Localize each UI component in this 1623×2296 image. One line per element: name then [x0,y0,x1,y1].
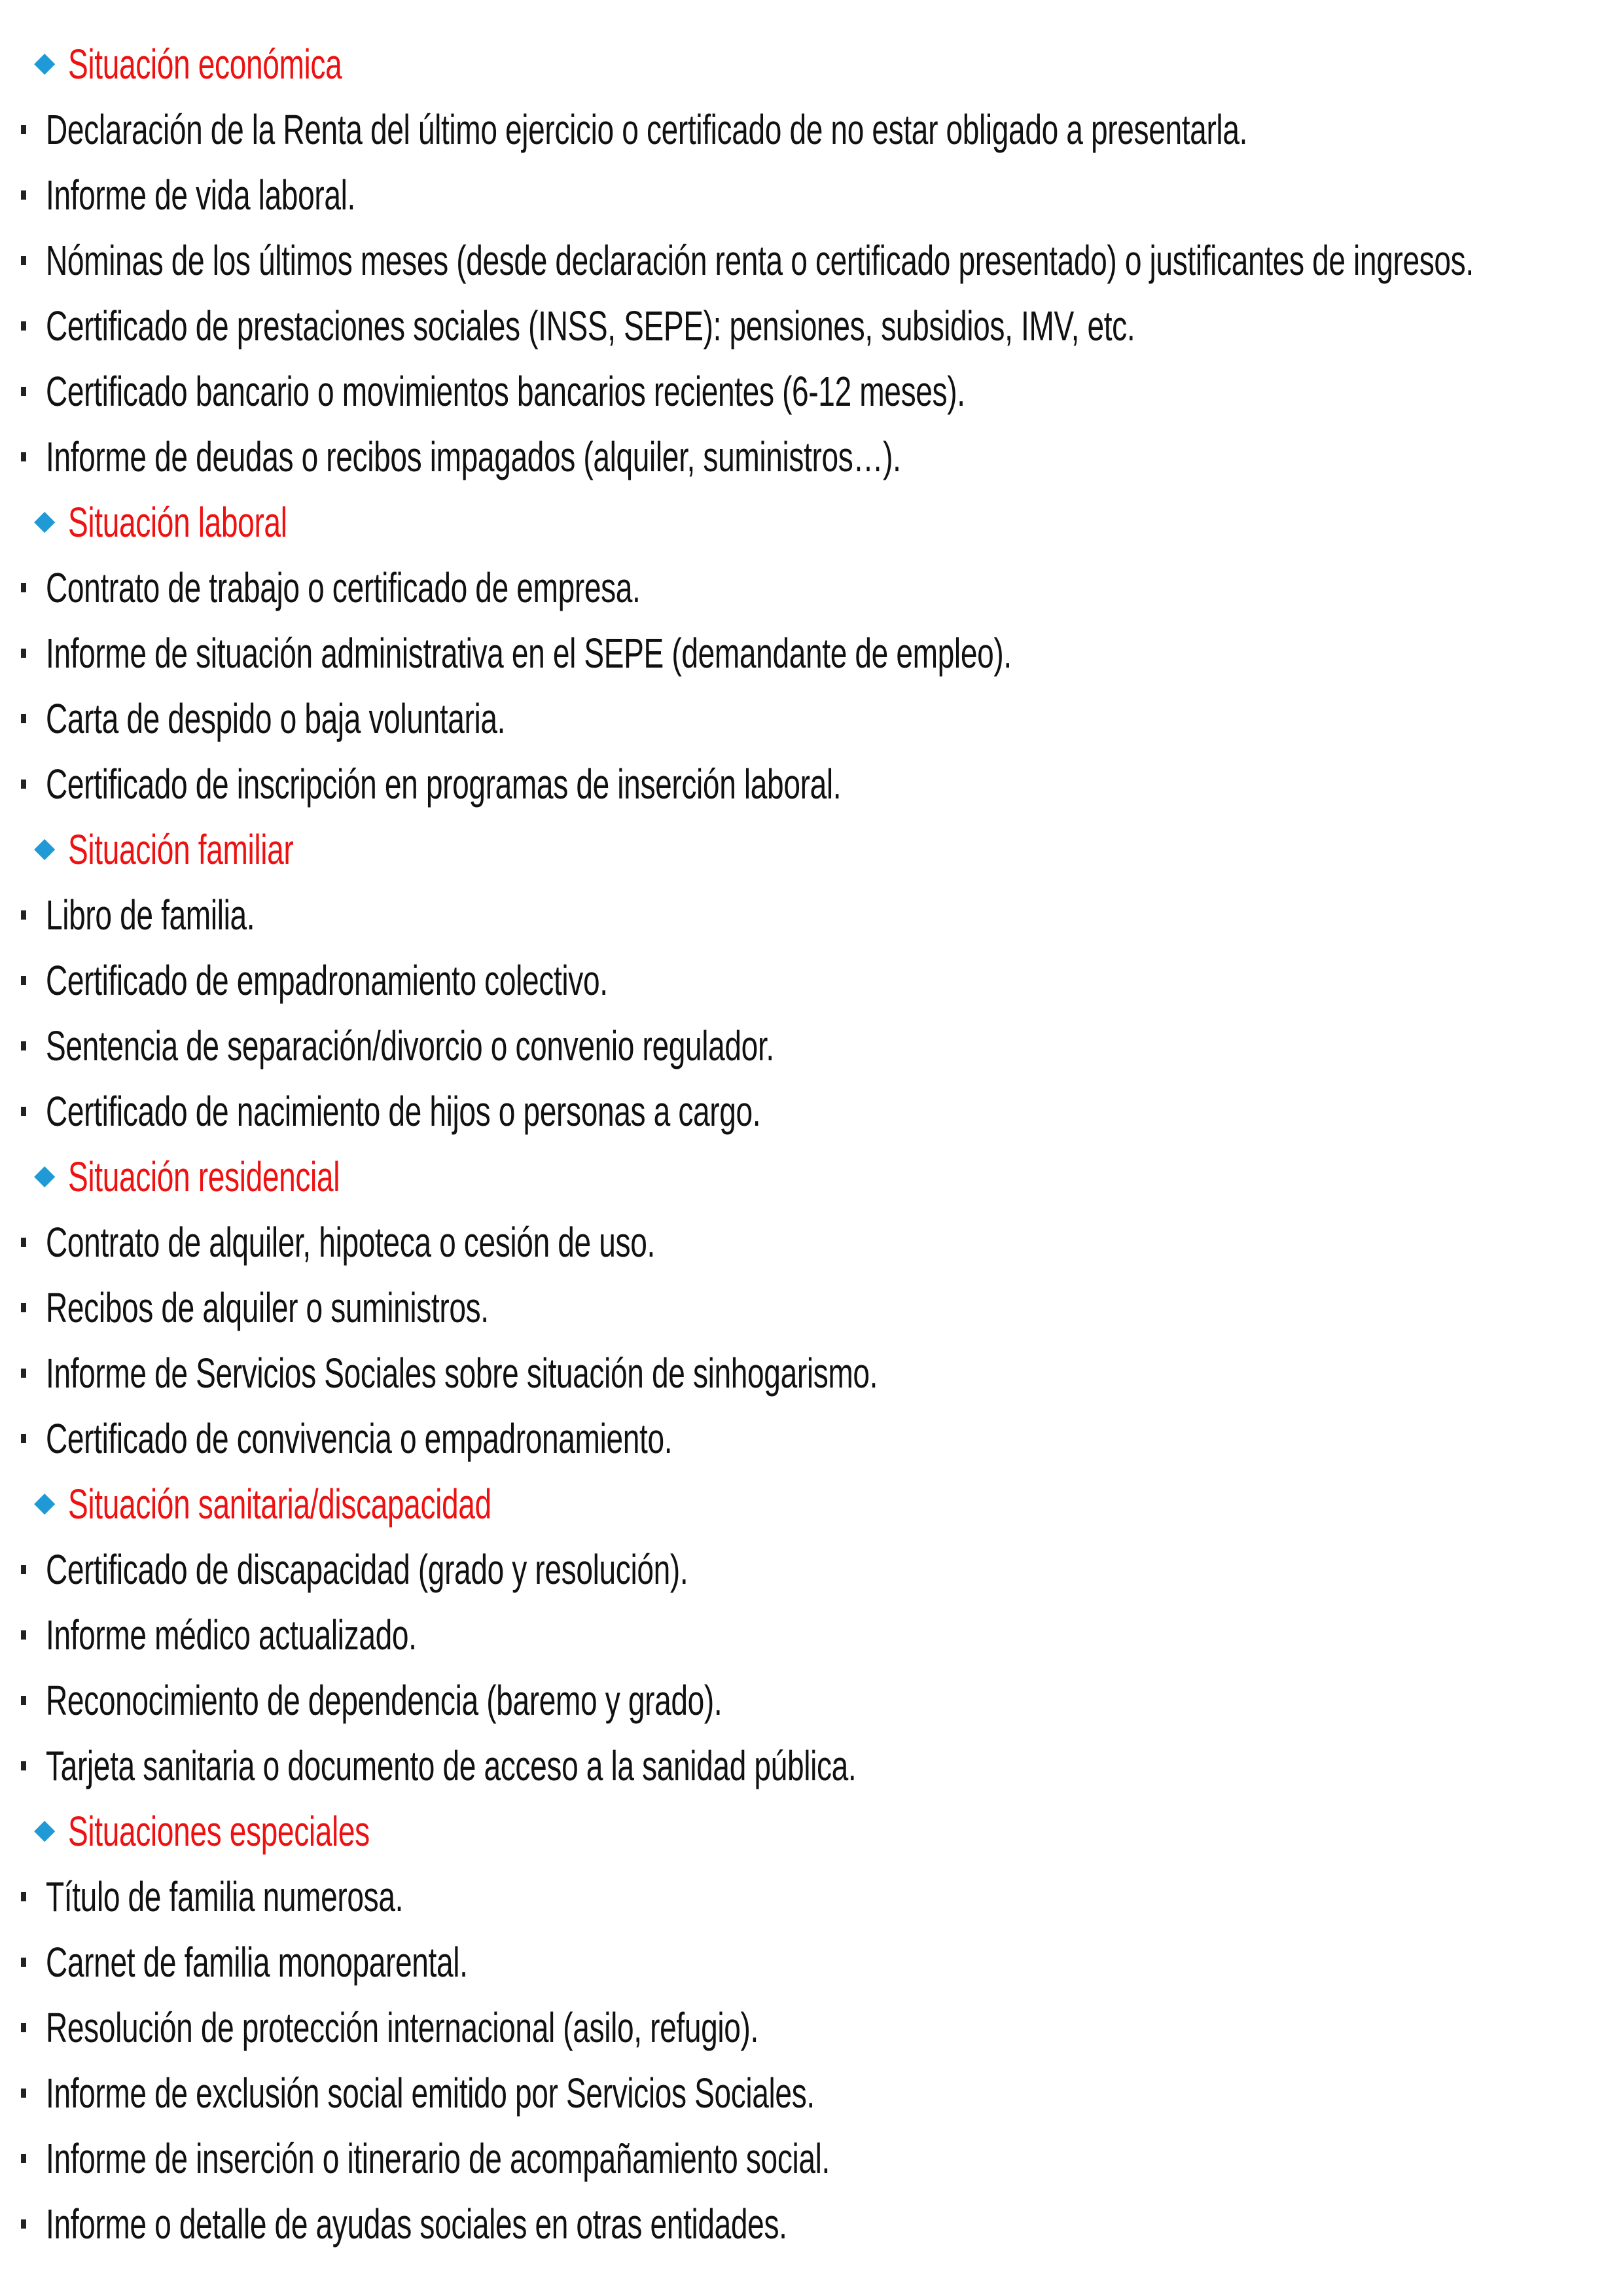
diamond-icon: ◆ [34,1158,56,1190]
square-bullet-icon [21,780,26,789]
square-bullet-icon [21,910,26,920]
list-item [0,948,1623,1013]
list-item [0,1406,1623,1471]
list-item [0,686,1623,751]
list-item [0,1929,1623,1995]
square-bullet-icon [21,1892,26,1901]
section-title: Situación familiar [68,826,294,873]
square-bullet-icon [21,2154,26,2163]
section-economica [0,31,1623,490]
list-item-text: Sentencia de separación/divorcio o convenio regulador. [46,1022,774,1069]
list-item [0,1013,1623,1079]
section-laboral [0,490,1623,817]
square-bullet-icon [21,1303,26,1312]
section-sanitaria [0,1471,1623,1799]
list-item [0,1668,1623,1733]
list-item [0,1995,1623,2060]
list-item-text: Certificado de prestaciones sociales (INSS, SEPE): pensiones, subsidios, IMV, etc. [46,302,1135,350]
square-bullet-icon [21,2219,26,2229]
square-bullet-icon [21,190,26,200]
list-item [0,1210,1623,1275]
list-item [0,1537,1623,1602]
section-heading [0,31,1623,97]
list-item [0,1602,1623,1668]
square-bullet-icon [21,2089,26,2098]
list-item-text: Informe o detalle de ayudas sociales en otras entidades. [46,2200,787,2248]
section-title: Situación laboral [68,499,287,546]
list-item-text: Certificado bancario o movimientos bancarios recientes (6-12 meses). [46,368,965,415]
square-bullet-icon [21,1630,26,1640]
square-bullet-icon [21,452,26,461]
diamond-icon: ◆ [34,46,56,77]
section-especiales [0,1799,1623,2257]
square-bullet-icon [21,321,26,331]
list-item [0,359,1623,424]
list-item-text: Informe de Servicios Sociales sobre situación de sinhogarismo. [46,1350,878,1397]
list-item [0,620,1623,686]
square-bullet-icon [21,976,26,985]
requirement-list [0,1210,1623,1471]
square-bullet-icon [21,125,26,134]
list-item [0,2060,1623,2126]
square-bullet-icon [21,1369,26,1378]
square-bullet-icon [21,2023,26,2032]
list-item-text: Certificado de discapacidad (grado y resolución). [46,1546,688,1593]
section-heading [0,817,1623,882]
requirement-list [0,1537,1623,1799]
list-item-text: Certificado de inscripción en programas de inserción laboral. [46,761,842,808]
list-item [0,1733,1623,1799]
section-heading [0,1471,1623,1537]
requirement-list [0,97,1623,490]
square-bullet-icon [21,1238,26,1247]
list-item [0,424,1623,490]
section-familiar [0,817,1623,1144]
diamond-icon: ◆ [34,831,56,863]
requirement-list [0,1864,1623,2257]
diamond-icon: ◆ [34,504,56,535]
list-item-text: Tarjeta sanitaria o documento de acceso a la sanidad pública. [46,1742,857,1789]
square-bullet-icon [21,583,26,592]
list-item-text: Resolución de protección internacional (asilo, refugio). [46,2004,758,2051]
section-title: Situación económica [68,41,342,88]
list-item-text: Certificado de empadronamiento colectivo. [46,957,608,1004]
diamond-icon: ◆ [34,1813,56,1844]
list-item-text: Recibos de alquiler o suministros. [46,1284,489,1331]
section-heading [0,1799,1623,1864]
list-item [0,1864,1623,1929]
list-item [0,1079,1623,1144]
list-item-text: Informe médico actualizado. [46,1611,417,1659]
list-item [0,1340,1623,1406]
list-item-text: Reconocimiento de dependencia (baremo y grado). [46,1677,722,1724]
list-item [0,555,1623,620]
list-item-text: Título de familia numerosa. [46,1873,404,1920]
square-bullet-icon [21,1434,26,1443]
square-bullet-icon [21,1958,26,1967]
square-bullet-icon [21,1696,26,1705]
list-item [0,97,1623,162]
diamond-icon: ◆ [34,1486,56,1517]
square-bullet-icon [21,1041,26,1050]
list-item-text: Certificado de nacimiento de hijos o personas a cargo. [46,1088,761,1135]
section-title: Situación residencial [68,1153,340,1200]
list-item-text: Informe de deudas o recibos impagados (alquiler, suministros…). [46,433,901,480]
square-bullet-icon [21,1107,26,1116]
section-residencial [0,1144,1623,1471]
list-item [0,882,1623,948]
requirement-list [0,555,1623,817]
list-item [0,2191,1623,2257]
list-item-text: Informe de inserción o itinerario de acompañamiento social. [46,2135,830,2182]
list-item-text: Contrato de trabajo o certificado de empresa. [46,564,641,611]
section-heading [0,490,1623,555]
list-item [0,162,1623,228]
list-item-text: Libro de familia. [46,891,255,939]
list-item-text: Carnet de familia monoparental. [46,1939,468,1986]
list-item-text: Contrato de alquiler, hipoteca o cesión de uso. [46,1219,655,1266]
list-item [0,1275,1623,1340]
list-item-text: Informe de situación administrativa en el SEPE (demandante de empleo). [46,630,1012,677]
list-item-text: Nóminas de los últimos meses (desde declaración renta o certificado presentado) o justificantes de ingresos. [46,237,1474,284]
list-item [0,751,1623,817]
requirement-list [0,882,1623,1144]
section-heading [0,1144,1623,1210]
document-list [0,31,1623,2257]
square-bullet-icon [21,387,26,396]
list-item [0,293,1623,359]
square-bullet-icon [21,1761,26,1770]
section-title: Situación sanitaria/discapacidad [68,1480,491,1528]
list-item-text: Informe de vida laboral. [46,171,355,219]
square-bullet-icon [21,649,26,658]
list-item-text: Informe de exclusión social emitido por Servicios Sociales. [46,2070,815,2117]
list-item-text: Declaración de la Renta del último ejercicio o certificado de no estar obligado a presentarla. [46,106,1248,153]
list-item [0,2126,1623,2191]
list-item-text: Carta de despido o baja voluntaria. [46,695,506,742]
square-bullet-icon [21,1565,26,1574]
list-item-text: Certificado de convivencia o empadronamiento. [46,1415,673,1462]
section-title: Situaciones especiales [68,1808,370,1855]
square-bullet-icon [21,256,26,265]
list-item [0,228,1623,293]
square-bullet-icon [21,714,26,723]
